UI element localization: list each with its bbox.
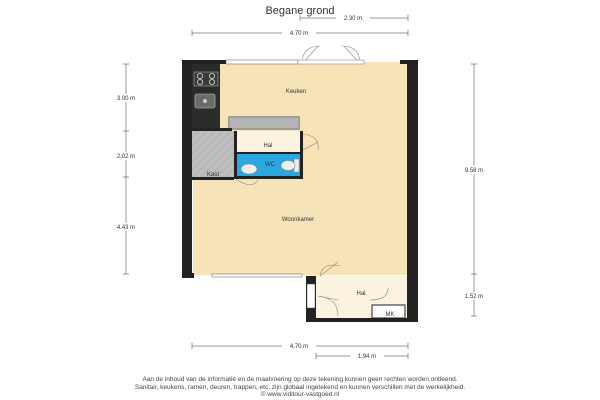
plan-title: Begane grond: [265, 5, 335, 17]
hal-wall-right: [300, 131, 303, 179]
wall-left: [182, 60, 192, 278]
disclaimer-line-1: Aan de inhoud van de informatie en de maatvoering op deze tekening kunnen geen rechten worden ontleend.: [142, 376, 458, 383]
wall-bottom-left: [182, 273, 194, 278]
label-hal-upper: Hal: [263, 143, 273, 149]
kitchen-lower-wall: [192, 128, 232, 131]
stove: [194, 72, 218, 86]
partition-top: [230, 118, 298, 128]
label-keuken: Keuken: [285, 89, 307, 95]
disclaimer-line-3: © www.viditour-vastgoed.nl: [260, 391, 340, 398]
hal-wall-left: [234, 131, 237, 179]
dim-bottom-partial: 1.94 m: [357, 354, 377, 360]
sink-drain: [203, 99, 207, 103]
dim-right-hal: 1.52 m: [464, 294, 484, 300]
label-woonkamer: Woonkamer: [281, 217, 315, 223]
wall-hal-bottom: [306, 318, 418, 322]
dim-top-partial: 2.30 m: [343, 16, 363, 22]
wall-top-right: [400, 60, 408, 64]
dim-left-woonkamer: 4.43 m: [116, 225, 136, 231]
wall-right: [407, 60, 418, 276]
window-bottom: [212, 274, 302, 277]
wc-wall-top: [237, 152, 300, 154]
wc-wall-bottom: [237, 176, 303, 179]
dim-left-keuken: 3.00 m: [116, 96, 136, 102]
label-kast: Kast: [206, 172, 220, 178]
dim-left-hal: 2.02 m: [116, 154, 136, 160]
hal-upper-floor: [236, 131, 302, 153]
label-wc: WC: [265, 162, 275, 168]
dim-right-main: 9.58 m: [464, 168, 484, 174]
dim-bottom-overall: 4.70 m: [289, 344, 309, 350]
washbasin: [241, 164, 257, 174]
keuken-floor: [193, 62, 408, 129]
window-hal-left: [307, 284, 315, 308]
disclaimer-line-2: Sanitair, keukens, ramen, deuren, trappen, etc. zijn globaal ingetekend en kunnen verschillen met de werkelijkheid.: [134, 384, 466, 391]
window-top: [226, 60, 298, 64]
wall-hal-right: [407, 276, 418, 320]
toilet-bowl: [281, 161, 295, 171]
label-mk: MK: [385, 312, 395, 318]
label-hal-lower: Hal: [356, 291, 366, 297]
dim-top-overall: 4.70 m: [289, 31, 309, 37]
door-frame-top: [298, 60, 364, 64]
